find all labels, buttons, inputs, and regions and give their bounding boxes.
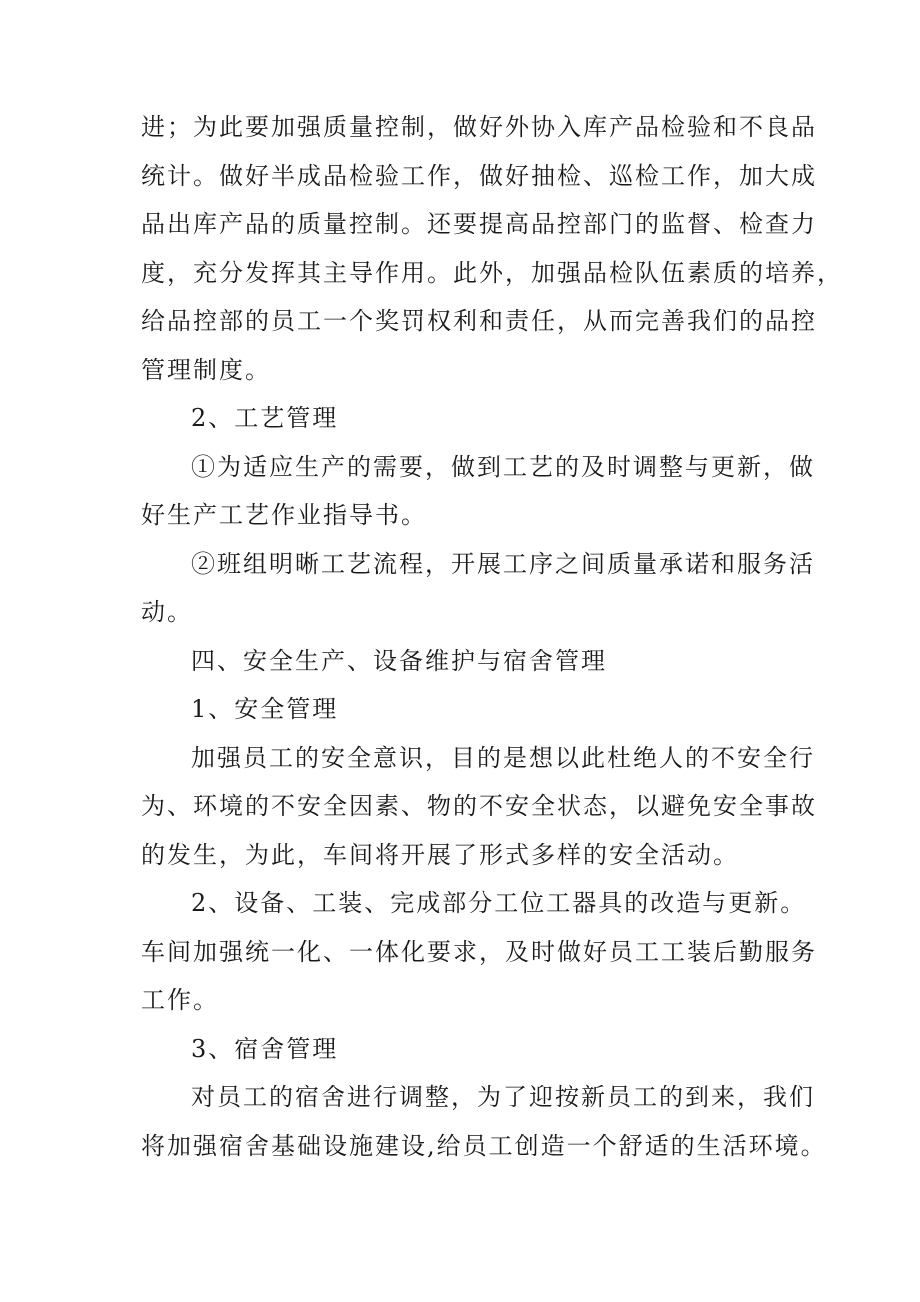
text-line: 进；为此要加强质量控制，做好外协入库产品检验和不良品 (141, 113, 817, 141)
text-line: 加强员工的安全意识，目的是想以此杜绝人的不安全行 (191, 743, 815, 772)
text-line: ②班组明晰工艺流程，开展工序之间质量承诺和服务活 (191, 549, 815, 578)
text-line: 动。 (141, 598, 193, 626)
paragraph-process-item-1 (141, 443, 815, 540)
text-line: 2、设备、工装、完成部分工位工器具的改造与更新。 (191, 889, 807, 917)
paragraph-quality-control (141, 103, 843, 394)
text-line: 管理制度。 (141, 355, 271, 384)
heading-process-management (141, 394, 783, 443)
paragraph-dormitory (141, 1073, 827, 1170)
text-line: 给品控部的员工一个奖罚权利和责任，从而完善我们的品控 (141, 307, 817, 335)
section-heading: 2、工艺管理 (191, 404, 339, 432)
text-line: 度，充分发挥其主导作用。此外，加强品检队伍素质的培养， (141, 258, 843, 287)
heading-dormitory-management (141, 1025, 783, 1074)
heading-safety-management (141, 685, 783, 734)
section-heading: 四、安全生产、设备维护与宿舍管理 (191, 646, 607, 675)
text-line: ①为适应生产的需要，做到工艺的及时调整与更新，做 (191, 452, 815, 481)
paragraph-equipment (141, 879, 817, 1025)
text-line: 的发生，为此，车间将开展了形式多样的安全活动。 (141, 840, 739, 869)
heading-section-four (141, 637, 783, 686)
text-line: 工作。 (141, 986, 219, 1014)
document-body (141, 103, 843, 1170)
paragraph-process-item-2 (141, 540, 815, 637)
text-line: 品出库产品的质量控制。还要提高品控部门的监督、检查力 (141, 210, 817, 238)
section-heading: 1、安全管理 (191, 695, 339, 723)
text-line: 车间加强统一化、一体化要求，及时做好员工工装后勤服务 (141, 937, 817, 966)
text-line: 将加强宿舍基础设施建设,给员工创造一个舒适的生活环境。 (141, 1131, 827, 1160)
paragraph-safety (141, 734, 817, 880)
text-line: 对员工的宿舍进行调整，为了迎按新员工的到来，我们 (191, 1083, 815, 1111)
text-line: 统计。做好半成品检验工作，做好抽检、巡检工作，加大成 (141, 161, 817, 190)
text-line: 为、环境的不安全因素、物的不安全状态，以避免安全事故 (141, 792, 817, 820)
text-line: 好生产工艺作业指导书。 (141, 501, 427, 529)
section-heading: 3、宿舍管理 (191, 1034, 339, 1063)
